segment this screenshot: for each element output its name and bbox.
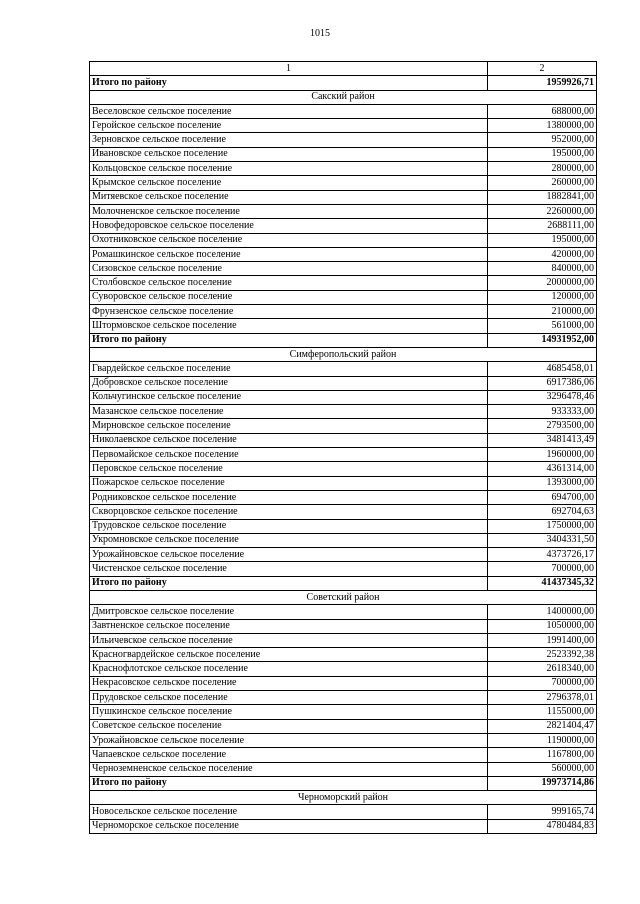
table-row [90, 805, 597, 819]
settlement-amount: 1155000,00 [488, 705, 597, 719]
table-row [90, 419, 597, 433]
settlement-name: Ильичевское сельское поселение [90, 633, 488, 647]
settlement-amount: 1393000,00 [488, 476, 597, 490]
table-row [90, 390, 597, 404]
settlement-name: Черноземненское сельское поселение [90, 762, 488, 776]
settlement-name: Охотниковское сельское поселение [90, 233, 488, 247]
settlement-name: Столбовское сельское поселение [90, 276, 488, 290]
table-row [90, 233, 597, 247]
table-row [90, 247, 597, 261]
table-row [90, 376, 597, 390]
settlement-amount: 700000,00 [488, 562, 597, 576]
settlement-amount: 260000,00 [488, 176, 597, 190]
district-heading-row [90, 90, 597, 104]
table-row [90, 691, 597, 705]
settlement-amount: 210000,00 [488, 305, 597, 319]
settlement-name: Суворовское сельское поселение [90, 290, 488, 304]
table-row [90, 290, 597, 304]
settlement-name: Николаевское сельское поселение [90, 433, 488, 447]
table-row [90, 147, 597, 161]
settlement-name: Черноморское сельское поселение [90, 819, 488, 833]
table-row [90, 533, 597, 547]
table-row [90, 548, 597, 562]
table-row [90, 605, 597, 619]
table-row [90, 448, 597, 462]
settlement-name: Молочненское сельское поселение [90, 204, 488, 218]
settlement-name: Советское сельское поселение [90, 719, 488, 733]
settlement-name: Геройское сельское поселение [90, 119, 488, 133]
table-row [90, 676, 597, 690]
settlement-amount: 2260000,00 [488, 204, 597, 218]
table-row [90, 276, 597, 290]
settlement-name: Краснофлотское сельское поселение [90, 662, 488, 676]
district-heading-row [90, 791, 597, 805]
table-row [90, 190, 597, 204]
settlement-amount: 3481413,49 [488, 433, 597, 447]
settlement-name: Штормовское сельское поселение [90, 319, 488, 333]
table-row [90, 519, 597, 533]
table-row [90, 104, 597, 118]
district-name: Советский район [90, 590, 597, 604]
settlement-amount: 120000,00 [488, 290, 597, 304]
settlement-amount: 694700,00 [488, 490, 597, 504]
table-row [90, 462, 597, 476]
district-total-row [90, 576, 597, 590]
total-label: Итого по району [90, 776, 488, 790]
settlement-amount: 3404331,50 [488, 533, 597, 547]
settlement-name: Родниковское сельское поселение [90, 490, 488, 504]
settlement-name: Ромашкинское сельское поселение [90, 247, 488, 261]
table-row [90, 162, 597, 176]
settlement-name: Завтненское сельское поселение [90, 619, 488, 633]
settlement-name: Прудовское сельское поселение [90, 691, 488, 705]
settlement-amount: 1991400,00 [488, 633, 597, 647]
table-row [90, 119, 597, 133]
total-label: Итого по району [90, 576, 488, 590]
total-amount: 41437345,32 [488, 576, 597, 590]
settlement-amount: 1750000,00 [488, 519, 597, 533]
table-row [90, 748, 597, 762]
settlement-name: Перовское сельское поселение [90, 462, 488, 476]
table-row [90, 662, 597, 676]
settlement-amount: 2000000,00 [488, 276, 597, 290]
settlement-name: Дмитровское сельское поселение [90, 605, 488, 619]
settlement-amount: 420000,00 [488, 247, 597, 261]
settlement-amount: 280000,00 [488, 162, 597, 176]
settlement-name: Скворцовское сельское поселение [90, 505, 488, 519]
settlement-amount: 4361314,00 [488, 462, 597, 476]
settlement-name: Мазанское сельское поселение [90, 405, 488, 419]
district-name: Сакский район [90, 90, 597, 104]
settlement-amount: 1050000,00 [488, 619, 597, 633]
table-row [90, 362, 597, 376]
table-row [90, 204, 597, 218]
settlement-amount: 1960000,00 [488, 448, 597, 462]
settlement-name: Добровское сельское поселение [90, 376, 488, 390]
settlement-name: Пушкинское сельское поселение [90, 705, 488, 719]
settlement-name: Чистенское сельское поселение [90, 562, 488, 576]
settlement-amount: 1167800,00 [488, 748, 597, 762]
table-row [90, 405, 597, 419]
settlement-name: Некрасовское сельское поселение [90, 676, 488, 690]
settlement-amount: 2793500,00 [488, 419, 597, 433]
settlement-name: Фрунзенское сельское поселение [90, 305, 488, 319]
settlement-name: Веселовское сельское поселение [90, 104, 488, 118]
header-col-2: 2 [488, 62, 597, 76]
settlement-name: Чапаевское сельское поселение [90, 748, 488, 762]
table-row [90, 176, 597, 190]
table-row [90, 633, 597, 647]
table-row [90, 562, 597, 576]
table-row [90, 719, 597, 733]
settlement-name: Ивановское сельское поселение [90, 147, 488, 161]
settlement-name: Мирновское сельское поселение [90, 419, 488, 433]
settlement-name: Первомайское сельское поселение [90, 448, 488, 462]
settlement-amount: 6917386,06 [488, 376, 597, 390]
settlement-amount: 2688111,00 [488, 219, 597, 233]
settlement-amount: 840000,00 [488, 262, 597, 276]
settlement-amount: 3296478,46 [488, 390, 597, 404]
district-heading-row [90, 590, 597, 604]
settlement-amount: 2821404,47 [488, 719, 597, 733]
settlement-amount: 4685458,01 [488, 362, 597, 376]
total-amount: 1959926,71 [488, 76, 597, 90]
settlement-amount: 692704,63 [488, 505, 597, 519]
settlement-amount: 933333,00 [488, 405, 597, 419]
settlement-name: Укромновское сельское поселение [90, 533, 488, 547]
settlement-name: Крымское сельское поселение [90, 176, 488, 190]
settlement-amount: 560000,00 [488, 762, 597, 776]
table-row [90, 219, 597, 233]
table-row [90, 648, 597, 662]
settlement-name: Пожарское сельское поселение [90, 476, 488, 490]
table-row [90, 762, 597, 776]
total-amount: 19973714,86 [488, 776, 597, 790]
district-total-row [90, 333, 597, 347]
settlement-name: Красногвардейское сельское поселение [90, 648, 488, 662]
table-row [90, 476, 597, 490]
table-row [90, 490, 597, 504]
total-label: Итого по району [90, 333, 488, 347]
table-row [90, 619, 597, 633]
settlement-amount: 4373726,17 [488, 548, 597, 562]
settlement-amount: 2796378,01 [488, 691, 597, 705]
district-name: Черноморский район [90, 791, 597, 805]
table-row [90, 262, 597, 276]
table-header-row [90, 62, 597, 76]
table-row [90, 433, 597, 447]
settlement-name: Зерновское сельское поселение [90, 133, 488, 147]
settlement-name: Кольцовское сельское поселение [90, 162, 488, 176]
settlement-name: Трудовское сельское поселение [90, 519, 488, 533]
header-col-1: 1 [90, 62, 488, 76]
table-row [90, 733, 597, 747]
allocation-table [89, 61, 597, 834]
table-row [90, 133, 597, 147]
settlement-amount: 1190000,00 [488, 733, 597, 747]
settlement-name: Урожайновское сельское поселение [90, 548, 488, 562]
settlement-amount: 4780484,83 [488, 819, 597, 833]
page-number: 1015 [310, 28, 330, 39]
settlement-name: Митяевское сельское поселение [90, 190, 488, 204]
settlement-name: Урожайновское сельское поселение [90, 733, 488, 747]
settlement-amount: 1380000,00 [488, 119, 597, 133]
settlement-name: Новосельское сельское поселение [90, 805, 488, 819]
settlement-name: Гвардейское сельское поселение [90, 362, 488, 376]
settlement-name: Новофедоровское сельское поселение [90, 219, 488, 233]
settlement-amount: 700000,00 [488, 676, 597, 690]
table-row [90, 305, 597, 319]
settlement-amount: 195000,00 [488, 233, 597, 247]
settlement-amount: 2523392,38 [488, 648, 597, 662]
settlement-amount: 999165,74 [488, 805, 597, 819]
district-name: Симферопольский район [90, 347, 597, 361]
total-label: Итого по району [90, 76, 488, 90]
settlement-name: Сизовское сельское поселение [90, 262, 488, 276]
settlement-amount: 952000,00 [488, 133, 597, 147]
district-total-row [90, 76, 597, 90]
settlement-amount: 688000,00 [488, 104, 597, 118]
table-row [90, 505, 597, 519]
settlement-amount: 195000,00 [488, 147, 597, 161]
table-row [90, 705, 597, 719]
table-row [90, 319, 597, 333]
table-row [90, 819, 597, 833]
district-heading-row [90, 347, 597, 361]
settlement-name: Кольчугинское сельское поселение [90, 390, 488, 404]
district-total-row [90, 776, 597, 790]
settlement-amount: 1882841,00 [488, 190, 597, 204]
settlement-amount: 1400000,00 [488, 605, 597, 619]
total-amount: 14931952,00 [488, 333, 597, 347]
settlement-amount: 2618340,00 [488, 662, 597, 676]
settlement-amount: 561000,00 [488, 319, 597, 333]
